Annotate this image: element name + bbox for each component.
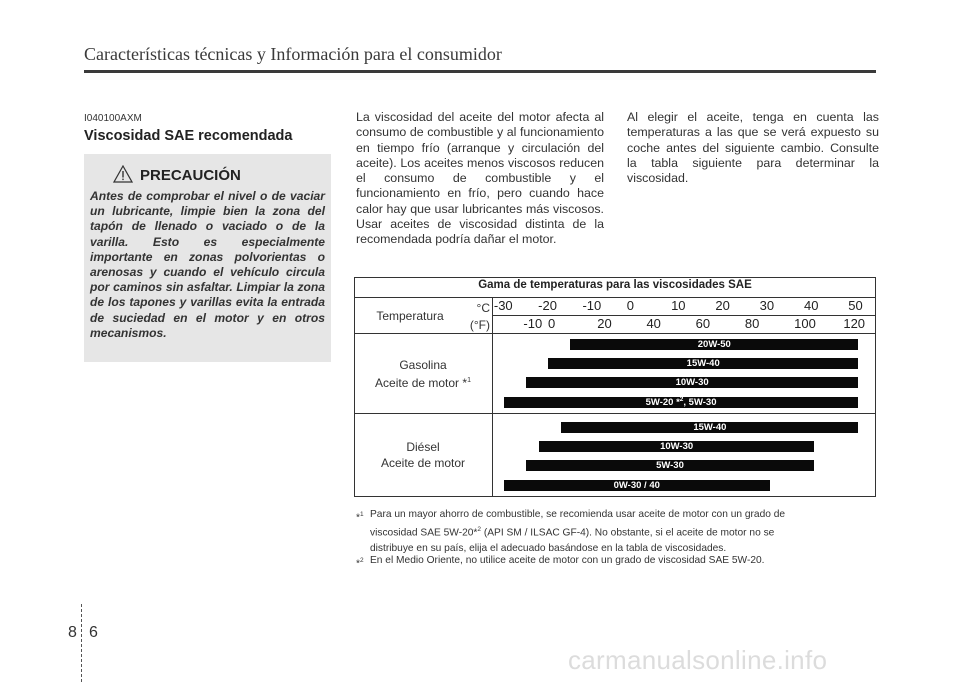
footnote-1-line2b: (API SM / ILSAC GF-4). No obstante, si el aceite de motor no se — [481, 527, 775, 539]
fahrenheit-tick: 40 — [646, 316, 661, 331]
caution-title: PRECAUCIÓN — [140, 167, 241, 184]
viscosity-bar-label: 5W-30 — [656, 460, 684, 471]
viscosity-bar-label: 20W-50 — [697, 339, 731, 350]
fahrenheit-tick: 80 — [744, 316, 760, 331]
page-number-right: 6 — [89, 624, 98, 641]
celsius-tick: -20 — [538, 298, 557, 313]
celsius-tick: 20 — [715, 298, 730, 313]
fahrenheit-tick: 120 — [843, 316, 866, 331]
celsius-tick: 10 — [671, 298, 686, 313]
temperature-label: Temperatura — [376, 309, 444, 323]
diesel-label-line2: Aceite de motor — [380, 456, 466, 470]
table-divider — [354, 333, 876, 334]
viscosity-bar — [526, 460, 814, 471]
warning-triangle-icon — [113, 165, 133, 183]
footnote-1-sup: 1 — [359, 511, 364, 518]
celsius-tick: 40 — [803, 298, 819, 313]
viscosity-bar — [504, 397, 858, 408]
viscosity-bar — [570, 339, 858, 350]
viscosity-bar-label: 0W-30 / 40 — [613, 480, 660, 491]
section-title: Viscosidad SAE recomendada — [84, 128, 293, 144]
footnote-1-line1: Para un mayor ahorro de combustible, se recomienda usar aceite de motor con un grado de — [370, 509, 786, 520]
celsius-tick: 30 — [759, 298, 775, 313]
fahrenheit-tick: 20 — [597, 316, 612, 331]
viscosity-bar-label: 10W-30 — [660, 441, 694, 452]
footnote-2-sup: 2 — [359, 557, 364, 564]
page-header-title: Características técnicas y Información para el consumidor — [84, 44, 502, 64]
fahrenheit-tick: 100 — [794, 316, 816, 331]
gasoline-label — [354, 357, 492, 391]
table-divider — [354, 297, 876, 298]
diesel-label — [354, 439, 492, 471]
gasoline-footnote-mark: 1 — [467, 377, 471, 384]
viscosity-bar-label: 15W-40 — [693, 422, 727, 433]
viscosity-bar-label: 10W-30 — [675, 377, 709, 388]
page-number-left: 8 — [68, 624, 77, 641]
viscosity-bar — [526, 377, 858, 388]
celsius-tick: 0 — [626, 298, 634, 313]
viscosity-bar-footnote-mark: 2 — [679, 395, 684, 403]
unit-celsius: °C — [476, 301, 490, 315]
unit-fahrenheit: (°F) — [469, 318, 490, 332]
footnote-1 — [370, 507, 878, 556]
celsius-tick: 50 — [848, 298, 863, 313]
footnote-1-line2a: viscosidad SAE 5W-20* — [370, 527, 478, 539]
celsius-tick: -10 — [582, 298, 602, 313]
page-number-separator — [81, 604, 83, 682]
viscosity-bar — [548, 358, 858, 369]
footnote-1-mark — [356, 507, 364, 526]
footnote-1-line2 — [370, 522, 878, 541]
viscosity-bar — [561, 422, 858, 433]
footnote-2: En el Medio Oriente, no utilice aceite de motor con un grado de viscosidad SAE 5W-20. — [370, 555, 765, 566]
fahrenheit-tick: -10 — [523, 316, 543, 331]
fahrenheit-tick: 0 — [548, 316, 556, 331]
watermark: carmanualsonline.info — [568, 645, 828, 675]
viscosity-bar — [504, 480, 770, 491]
table-divider — [492, 297, 493, 496]
diesel-label-line1: Diésel — [406, 440, 440, 454]
section-code: I040100AXM — [84, 113, 142, 124]
footnote-1-line3: distribuye en su país, elija el adecuado basándose en la tabla de viscosidades. — [370, 542, 727, 554]
table-divider — [354, 413, 876, 414]
caution-text: Antes de comprobar el nivel o de vaciar un lubricante, limpie bien la zona del tapón de llenado o vaciado o de la varilla. Esto es especialmente importante en zonas polvorientas o arenosas y cuando el vehículo circula por caminos sin asfaltar. Limpiar la zona de los tapones y varillas evita la entrada de suciedad en el motor y en otros mecanismos. — [90, 189, 325, 340]
viscosity-bar-label: 5W-20 * — [645, 397, 680, 408]
celsius-tick: -30 — [493, 298, 513, 313]
gasoline-label-text: Aceite de motor * — [375, 376, 468, 390]
footnote-1-star: * — [356, 512, 360, 524]
gasoline-label-line1: Gasolina — [399, 358, 447, 372]
viscosity-bar — [539, 441, 814, 452]
viscosity-bar-label: 15W-40 — [686, 358, 720, 369]
body-paragraph-2: Al elegir el aceite, tenga en cuenta las temperaturas a las que se verá expuesto su coche antes del siguiente cambio. Consulte la tabla siguiente para determinar la viscosidad. — [627, 110, 879, 186]
footnote-1-line2-sup: 2 — [477, 526, 482, 534]
body-paragraph-1: La viscosidad del aceite del motor afecta al consumo de combustible y al funcionamiento en tiempo frío (arranque y circulación del aceite). Los aceites menos viscosos reducen el consumo de combustible y el funcionamiento en frío, pero cuando hace calor hay que usar lubricantes más viscosos. Usar aceites de viscosidad distinta de la recomendada podría dañar el motor. — [356, 110, 604, 247]
footnote-2-mark — [356, 553, 364, 572]
header-rule — [84, 70, 876, 73]
viscosity-bar-label-tail: , 5W-30 — [683, 397, 717, 408]
table-title: Gama de temperaturas para las viscosidades SAE — [478, 279, 752, 291]
gasoline-label-line2 — [354, 373, 492, 391]
footnote-2-star: * — [356, 558, 360, 570]
fahrenheit-tick: 60 — [695, 316, 711, 331]
